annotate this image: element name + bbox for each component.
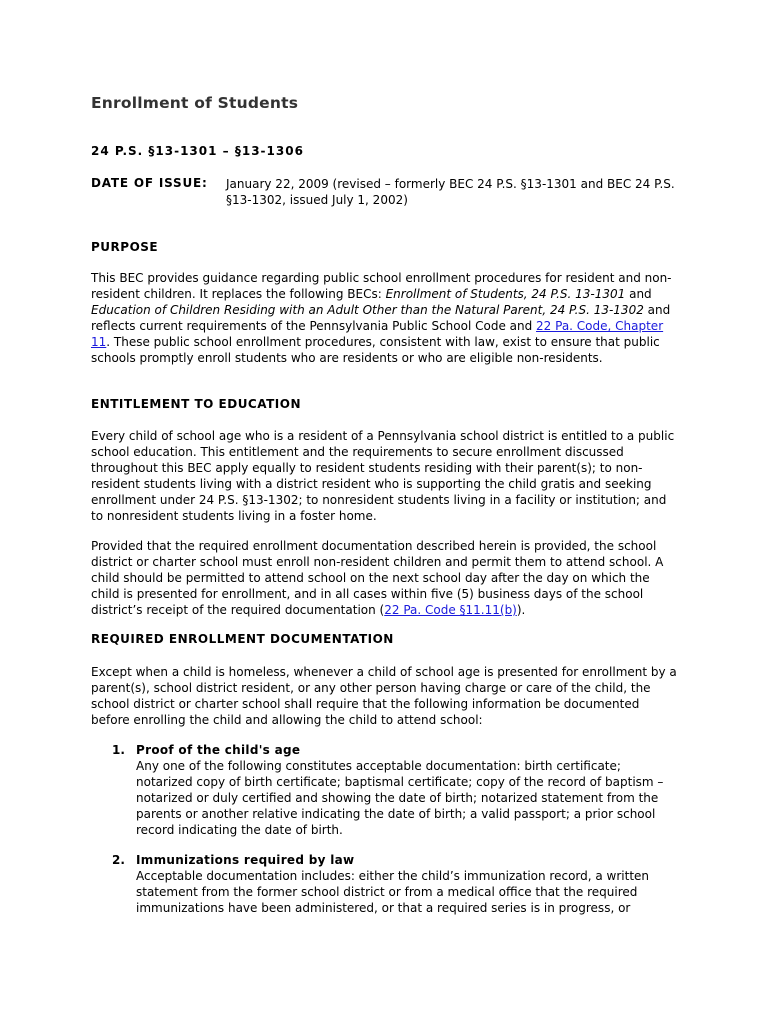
purpose-text: . These public school enrollment procedures, consistent with law, exist to ensure that public schools promptly enroll students who are residents or who are eligible non-residents. (91, 335, 660, 365)
statute-reference: 24 P.S. §13-1301 – §13-1306 (91, 144, 304, 158)
list-item-title: Proof of the child's age (136, 743, 301, 757)
required-documentation-heading: REQUIRED ENROLLMENT DOCUMENTATION (91, 632, 394, 646)
document-title: Enrollment of Students (91, 94, 299, 112)
required-intro-text: Except when a child is homeless, whenever a child of school age is presented for enrollment by a parent(s), school district resident, or any other person having charge or care of the child, the school district or charter school shall require that the following information be documented before enrolling the child and allowing the child to attend school: (91, 665, 677, 727)
required-intro-paragraph (91, 664, 681, 728)
date-of-issue-value: January 22, 2009 (revised – formerly BEC 24 P.S. §13-1301 and BEC 24 P.S. §13-1302, issued July 1, 2002) (226, 177, 675, 207)
list-item-number: 2. (112, 853, 125, 867)
chapter-11-link[interactable]: 22 Pa. Code, Chapter 11 (91, 319, 664, 349)
list-item-immunizations (136, 852, 666, 916)
list-item-age (136, 742, 666, 838)
purpose-text: This BEC provides guidance regarding public school enrollment procedures for resident and non-resident children. It replaces the following BECs: (91, 271, 672, 301)
purpose-text: and reflects current requirements of the Pennsylvania Public School Code and (91, 303, 671, 333)
bec-title-residing: Education of Children Residing with an Adult Other than the Natural Parent, 24 P.S. 13-1302 (91, 303, 644, 317)
entitlement-paragraph-2 (91, 538, 681, 618)
section-11-11-link[interactable]: 22 Pa. Code §11.11(b) (384, 603, 517, 617)
entitlement-paragraph-1 (91, 428, 681, 524)
bec-title-enrollment: Enrollment of Students, 24 P.S. 13-1301 (385, 287, 626, 301)
date-of-issue-label: DATE OF ISSUE: (91, 176, 208, 190)
list-item-title: Immunizations required by law (136, 853, 355, 867)
list-item-text: Any one of the following constitutes acceptable documentation: birth certificate; notarized copy of birth certificate; baptismal certificate; copy of the record of baptism – notarized or duly certified and showing the date of birth; notarized statement from the parents or another relative indicating the date of birth; a valid passport; a prior school record indicating the date of birth. (136, 759, 664, 837)
list-item-text: Acceptable documentation includes: either the child’s immunization record, a written statement from the former school district or from a medical office that the required immunizations have been administered, or that a required series is in progress, or (136, 869, 650, 915)
list-item-number: 1. (112, 743, 125, 757)
entitlement-text: Provided that the required enrollment documentation described herein is provided, the school district or charter school must enroll non-resident children and permit them to attend school. A child should be permitted to attend school on the next school day after the day on which the child is presented for enrollment, and in all cases within five (5) business days of the school district’s receipt of the required documentation ( (91, 539, 664, 617)
purpose-heading: PURPOSE (91, 240, 159, 254)
entitlement-text: ). (516, 603, 526, 617)
purpose-text: and (625, 287, 652, 301)
purpose-paragraph (91, 270, 681, 366)
entitlement-text: Every child of school age who is a resident of a Pennsylvania school district is entitled to a public school education. This entitlement and the requirements to secure enrollment discussed throughout this BEC apply equally to resident students residing with their parent(s); to non-resident students living with a district resident who is supporting the child gratis and seeking enrollment under 24 P.S. §13-1302; to nonresident students living in a facility or institution; and to nonresident students living in a foster home. (91, 429, 675, 523)
entitlement-heading: ENTITLEMENT TO EDUCATION (91, 397, 301, 411)
